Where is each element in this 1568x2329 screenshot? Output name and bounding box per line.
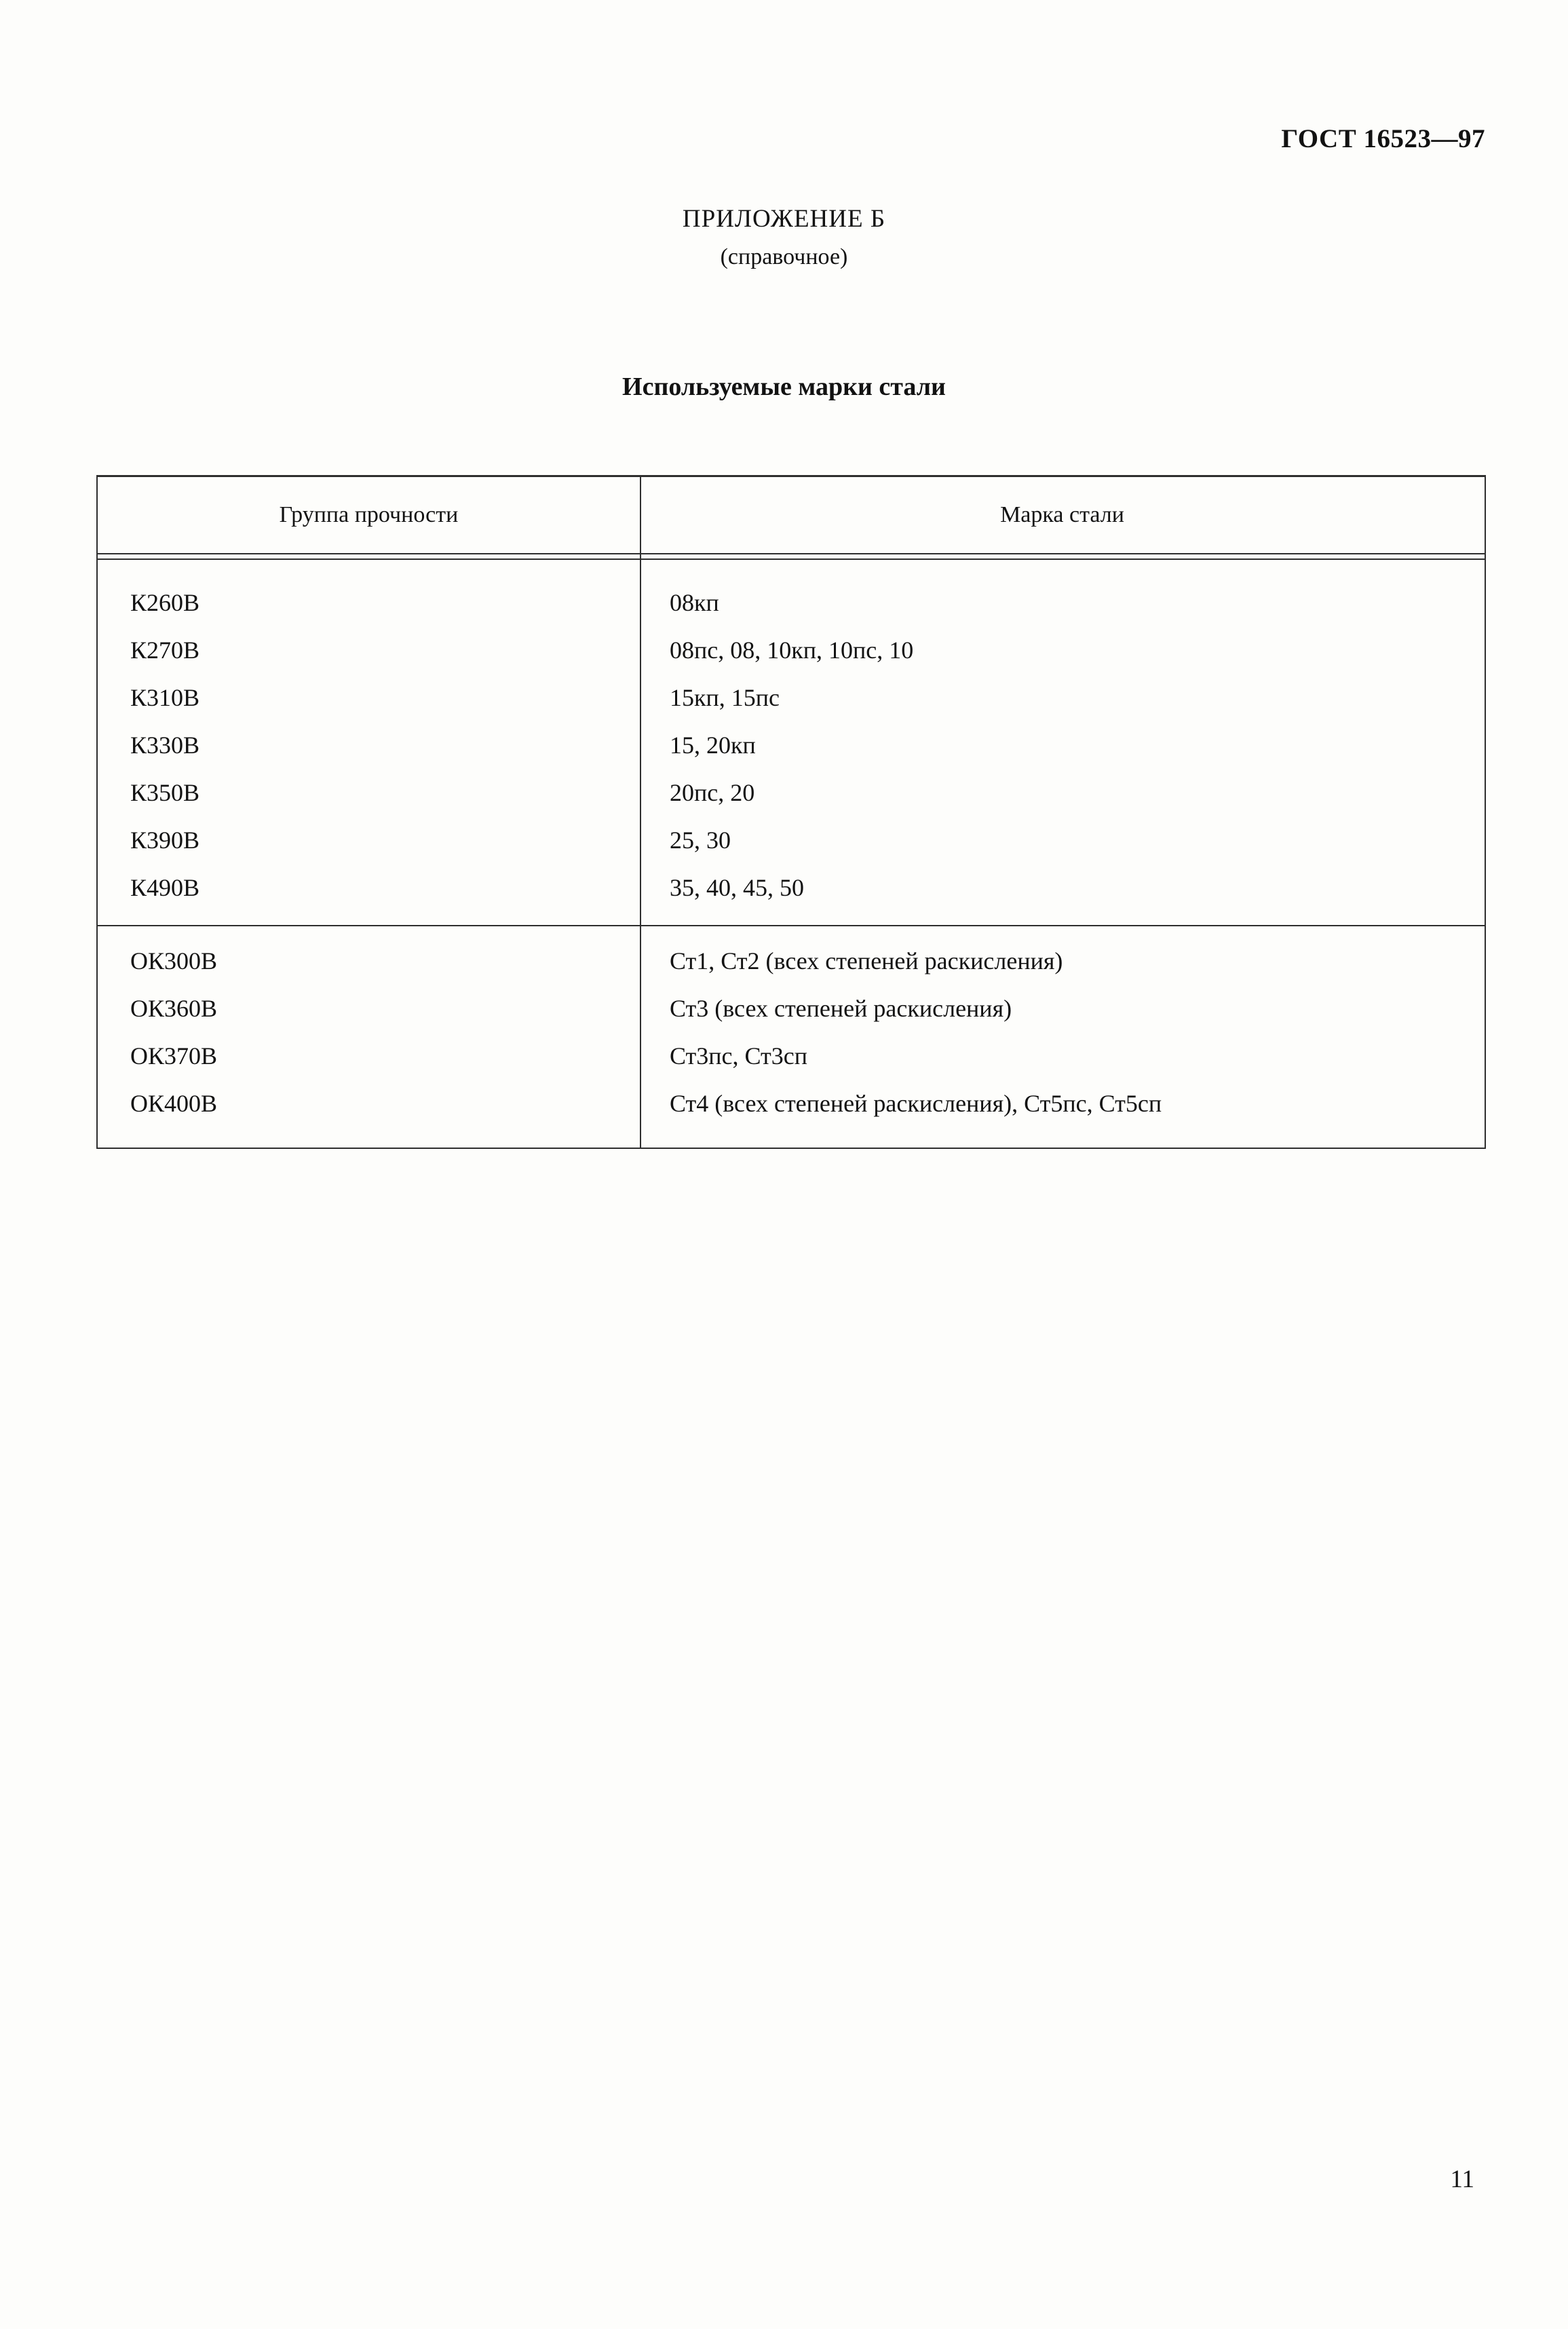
strength-group-cell: ОК400В xyxy=(130,1090,218,1117)
column-header-strength-group: Группа прочности xyxy=(279,502,459,527)
strength-group-cell: К490В xyxy=(130,874,200,901)
column-header-steel-grade: Марка стали xyxy=(1000,502,1124,527)
steel-grade-cell: 25, 30 xyxy=(670,827,731,854)
appendix-note: (справочное) xyxy=(720,244,848,269)
table-group xyxy=(98,925,1485,1148)
steel-grade-cell: Ст4 (всех степеней раскисления), Ст5пс, Ст5сп xyxy=(670,1090,1162,1117)
table-body xyxy=(98,560,1485,1148)
standard-reference: ГОСТ 16523—97 xyxy=(1281,124,1485,153)
steel-grade-cell: Ст3 (всех степеней раскисления) xyxy=(670,995,1012,1022)
strength-group-cell: К310В xyxy=(130,684,200,711)
table-row xyxy=(98,937,1485,985)
table-row xyxy=(98,626,1485,674)
strength-group-cell: К390В xyxy=(130,827,200,854)
table-row xyxy=(98,1080,1485,1127)
table-row xyxy=(98,864,1485,911)
table-row xyxy=(98,769,1485,816)
table-header-row xyxy=(98,477,1485,553)
strength-group-cell: ОК300В xyxy=(130,947,218,974)
table-group xyxy=(98,560,1485,925)
steel-grade-cell: 15кп, 15пс xyxy=(670,684,780,711)
strength-group-cell: К270В xyxy=(130,637,200,664)
header-divider-double-rule xyxy=(98,553,1485,560)
column-divider-line xyxy=(640,477,641,1148)
steel-grades-table xyxy=(96,475,1486,1149)
steel-grade-cell: 20пс, 20 xyxy=(670,779,755,806)
table-row xyxy=(98,985,1485,1032)
table-row xyxy=(98,579,1485,626)
steel-grade-cell: 15, 20кп xyxy=(670,732,756,759)
steel-grade-cell: 35, 40, 45, 50 xyxy=(670,874,804,901)
strength-group-cell: ОК370В xyxy=(130,1042,218,1069)
strength-group-cell: ОК360В xyxy=(130,995,218,1022)
steel-grade-cell: 08кп xyxy=(670,589,719,616)
table-row xyxy=(98,721,1485,769)
table-row xyxy=(98,816,1485,864)
table-row xyxy=(98,674,1485,721)
strength-group-cell: К330В xyxy=(130,732,200,759)
steel-grade-cell: Ст1, Ст2 (всех степеней раскисления) xyxy=(670,947,1063,974)
page-number: 11 xyxy=(1450,2165,1474,2193)
appendix-title: ПРИЛОЖЕНИЕ Б xyxy=(682,205,886,233)
strength-group-cell: К350В xyxy=(130,779,200,806)
table-row xyxy=(98,1032,1485,1080)
steel-grade-cell: 08пс, 08, 10кп, 10пс, 10 xyxy=(670,637,914,664)
steel-grade-cell: Ст3пс, Ст3сп xyxy=(670,1042,808,1069)
table-title: Используемые марки стали xyxy=(622,373,946,401)
strength-group-cell: К260В xyxy=(130,589,200,616)
